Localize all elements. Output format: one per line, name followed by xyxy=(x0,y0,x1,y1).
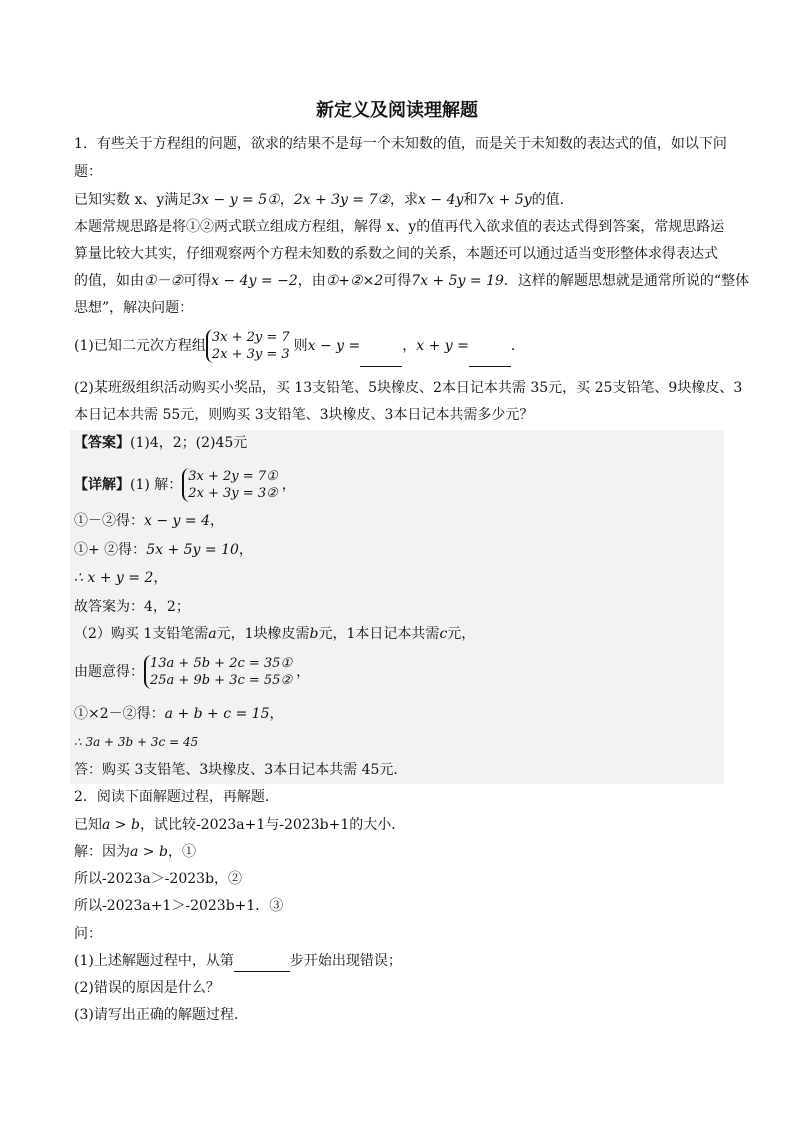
variable: b xyxy=(309,626,319,642)
step-line xyxy=(74,652,724,692)
q1-line-2: 题： xyxy=(74,164,102,180)
equation: ∴ x + y = 2 xyxy=(74,570,154,586)
system-row: 3x + 2y = 7 xyxy=(211,330,290,345)
equation-system xyxy=(144,655,292,689)
text: 可得 xyxy=(183,273,212,289)
text: ， xyxy=(153,570,168,586)
text: ， xyxy=(238,542,253,558)
text: 已知实数 x、y满足 xyxy=(74,192,193,208)
variable: a xyxy=(208,626,217,642)
q2-line-1: 2．阅读下面解题过程，再解题． xyxy=(74,789,279,805)
answer-blank[interactable] xyxy=(360,326,402,367)
variable: c xyxy=(439,626,448,642)
q2-line-7 xyxy=(74,951,724,972)
q2-line-3 xyxy=(74,842,724,862)
step-line: ∴ 3a + 3b + 3c = 45 xyxy=(74,735,199,749)
text: ①+ ②得： xyxy=(74,542,147,558)
text: 可得 xyxy=(383,273,412,289)
q1-part-2-line-1: (2)某班级组织活动购买小奖品，买 13支铅笔、5块橡皮、2本日记本共需 35元，买 25支铅笔、9块橡皮、3 xyxy=(74,380,743,396)
step-line xyxy=(74,540,724,560)
text: ，试比较-2023a+1与-2023b+1的大小． xyxy=(139,817,406,833)
text: ， xyxy=(402,338,417,354)
q1-line-3 xyxy=(74,190,724,210)
answer-conclusion: 答：购买 3支铅笔、3块橡皮、3本日记本共需 45元． xyxy=(74,762,408,778)
q1-line-5: 算量比较大其实，仔细观察两个方程未知数的系数之间的关系，本题还可以通过适当变形整体求得表达式 xyxy=(74,246,718,262)
text: 元， xyxy=(447,626,476,642)
answer-text: (1)4，2；(2)45元 xyxy=(130,435,248,451)
step-line xyxy=(74,624,724,644)
text: (1)已知二元次方程组 xyxy=(74,338,206,354)
equation-ref: ①－② xyxy=(144,273,184,289)
equation-system xyxy=(206,329,290,363)
text: （2）购买 1支铅笔需 xyxy=(74,626,209,642)
system-row: 25a + 9b + 3c = 55② xyxy=(150,673,293,688)
text: ， xyxy=(269,706,284,722)
system-row: 3x + 2y = 7① xyxy=(188,469,278,484)
text: ， xyxy=(281,477,296,493)
detail-line xyxy=(74,465,724,505)
inequality: a > b xyxy=(130,844,168,860)
expression-2: 7x + 5y xyxy=(477,192,532,208)
q1-part-2-line-2: 本日记本共需 55元，则购买 3支铅笔、3块橡皮、3本日记本共需多少元？ xyxy=(74,407,534,423)
q2-line-9: (3)请写出正确的解题过程． xyxy=(74,1007,248,1023)
step-line xyxy=(74,511,724,531)
q1-line-4: 本题常规思路是将①②两式联立组成方程组，解得 x、y的值再代入欲求值的表达式得到答案，常规思路运 xyxy=(74,219,725,235)
text: 元，1块橡皮需 xyxy=(216,626,310,642)
q2-line-2 xyxy=(74,815,724,835)
text: ，求 xyxy=(390,192,419,208)
q2-line-6: 问： xyxy=(74,926,102,942)
equation-system xyxy=(182,468,277,502)
text: 已知 xyxy=(74,817,102,833)
text: 解：因为 xyxy=(74,844,130,860)
text: (1)上述解题过程中，从第 xyxy=(74,953,234,969)
equation-ref: ①+②×2 xyxy=(325,273,384,289)
expression: x + y = xyxy=(416,338,469,354)
step-line xyxy=(74,704,724,724)
text: ①×2－②得： xyxy=(74,706,165,722)
equation-2: 2x + 3y = 7② xyxy=(293,192,391,208)
step-line xyxy=(74,568,724,588)
system-row: 13a + 5b + 2c = 35① xyxy=(150,656,293,671)
text: ， xyxy=(296,664,311,680)
text: ．这样的解题思想就是通常所说的“整体 xyxy=(503,273,750,289)
text: 元，1本日记本共需 xyxy=(318,626,440,642)
equation: x − 4y = −2 xyxy=(211,273,298,289)
text: 由题意得： xyxy=(74,664,144,680)
text: ， xyxy=(209,513,224,529)
text: ，由 xyxy=(297,273,326,289)
answer-label: 【答案】 xyxy=(74,435,130,451)
answer-line xyxy=(74,433,724,453)
expression: x − y = xyxy=(307,338,361,354)
q1-line-1: 1．有些关于方程组的问题，欲求的结果不是每一个未知数的值，而是关于未知数的表达式的值，如以下问 xyxy=(74,136,727,152)
answer-blank[interactable] xyxy=(234,951,290,972)
q2-line-5: 所以-2023a+1＞-2023b+1．③ xyxy=(74,898,284,914)
equation: a + b + c = 15 xyxy=(164,706,270,722)
q1-line-7: 思想”，解决问题： xyxy=(74,300,194,316)
text: ． xyxy=(510,338,525,354)
equation-1: 3x − y = 5① xyxy=(192,192,280,208)
system-row: 2x + 3y = 3 xyxy=(211,347,290,362)
inequality: a > b xyxy=(102,817,140,833)
text: 的值． xyxy=(531,192,574,208)
text: 步开始出现错误； xyxy=(289,953,402,969)
step-line: 故答案为：4，2； xyxy=(74,599,190,615)
system-row: 2x + 3y = 3② xyxy=(188,486,278,501)
text: ， xyxy=(279,192,294,208)
q2-line-8: (2)错误的原因是什么？ xyxy=(74,980,220,996)
equation: 5x + 5y = 10 xyxy=(146,542,239,558)
text: (1) 解： xyxy=(130,477,183,493)
detail-label: 【详解】 xyxy=(74,477,130,493)
answer-blank[interactable] xyxy=(469,326,511,367)
page-title: 新定义及阅读理解题 xyxy=(316,100,478,121)
equation: x − y = 4 xyxy=(144,513,210,529)
text: ，① xyxy=(167,844,196,860)
q1-part-1 xyxy=(74,326,724,367)
text: 则 xyxy=(293,338,308,354)
q2-line-4: 所以-2023a＞-2023b，② xyxy=(74,871,243,887)
q1-line-6 xyxy=(74,271,750,291)
expression-1: x − 4y xyxy=(418,192,464,208)
text: ①－②得： xyxy=(74,513,144,529)
text: 和 xyxy=(463,192,478,208)
text: 的值，如由 xyxy=(74,273,144,289)
equation: 7x + 5y = 19 xyxy=(411,273,504,289)
